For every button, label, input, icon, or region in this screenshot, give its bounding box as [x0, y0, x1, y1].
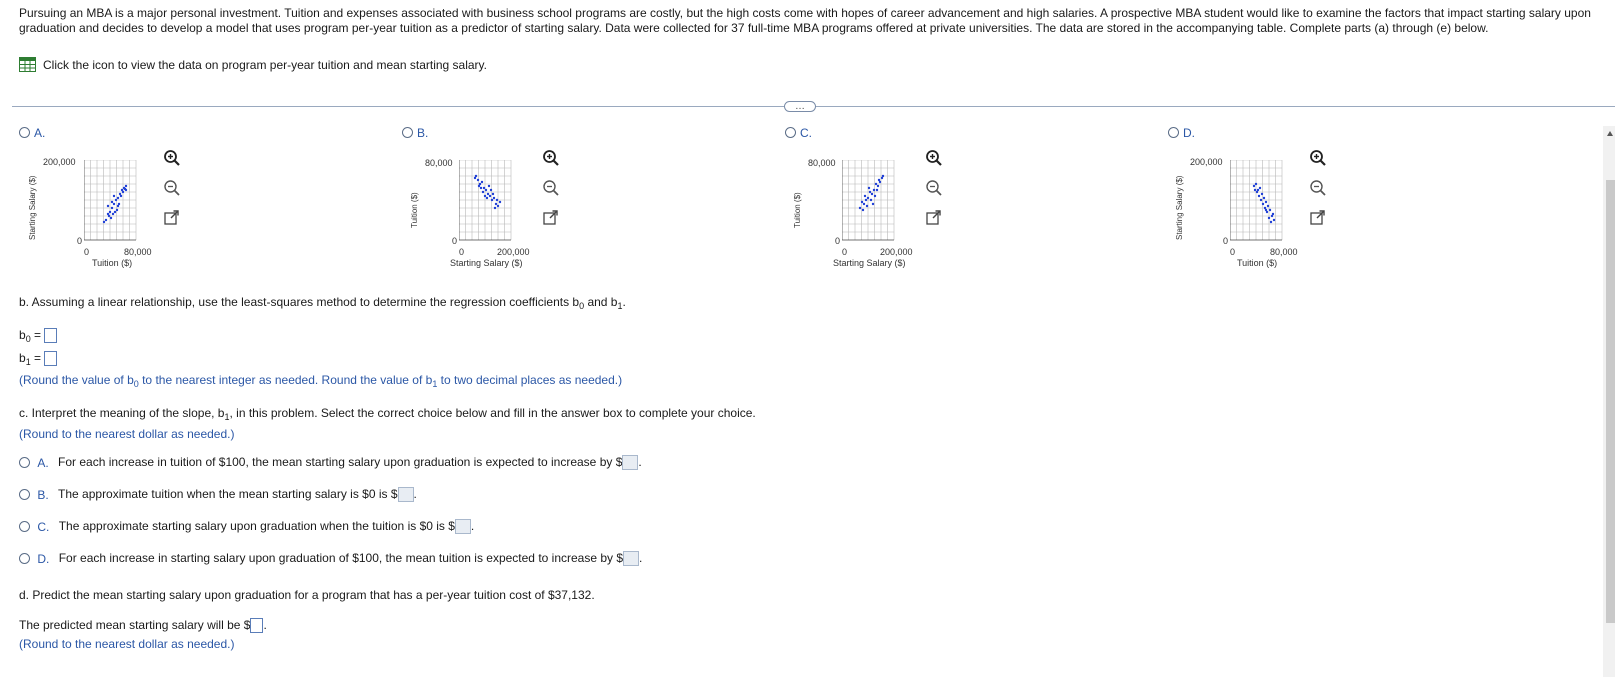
choice-c-scatterplot	[842, 160, 902, 242]
choice-d-ylabel: Starting Salary ($)	[1175, 175, 1184, 240]
radio-icon[interactable]	[19, 489, 30, 500]
option-c-letter: C.	[37, 519, 50, 534]
b0-sub: 0	[25, 334, 31, 344]
part-c-option-c[interactable]: C. The approximate starting salary upon graduation when the tuition is $0 is $ .	[19, 519, 474, 534]
scroll-up-icon[interactable]	[1607, 131, 1613, 136]
part-b-period: .	[622, 295, 626, 309]
b0-row	[19, 328, 57, 344]
option-b-text: The approximate tuition when the mean starting salary is $0 is $	[58, 487, 398, 501]
choice-d[interactable]	[1168, 125, 1195, 140]
part-c-round-note: (Round to the nearest dollar as needed.)	[19, 427, 235, 441]
choice-b-xtick-zero: 0	[459, 247, 465, 257]
radio-icon[interactable]	[402, 127, 413, 138]
choice-a[interactable]	[19, 125, 45, 140]
choice-b-xtick-max: 200,000	[497, 247, 530, 257]
choice-a-ytick-top: 200,000	[43, 157, 76, 167]
radio-icon[interactable]	[19, 521, 30, 532]
part-d-prompt: d. Predict the mean starting salary upon graduation for a program that has a per-year tuition cost of $37,132.	[19, 588, 595, 602]
part-c-sub: 1	[224, 412, 230, 422]
choice-c-ytick-top: 80,000	[808, 158, 836, 168]
option-b-input[interactable]	[398, 487, 414, 502]
zoom-in-icon[interactable]	[163, 149, 181, 167]
more-button[interactable]: …	[784, 101, 816, 112]
choice-d-xtick-zero: 0	[1230, 247, 1236, 257]
part-d-round-note: (Round to the nearest dollar as needed.)	[19, 637, 235, 651]
radio-icon[interactable]	[1168, 127, 1179, 138]
choice-c-ylabel: Tuition ($)	[793, 192, 802, 228]
radio-icon[interactable]	[19, 553, 30, 564]
data-table-link[interactable]	[19, 57, 487, 72]
table-grid-icon[interactable]	[19, 57, 36, 72]
choice-a-ytick-zero: 0	[77, 236, 83, 246]
part-b-sub0: 0	[579, 301, 585, 311]
choice-b-tools	[542, 149, 560, 227]
plot-grid	[84, 160, 136, 240]
choice-b-ytick-top: 80,000	[425, 158, 453, 168]
part-b-prompt	[19, 295, 626, 311]
data-link-text[interactable]: Click the icon to view the data on program per-year tuition and mean starting salary.	[43, 57, 487, 72]
b1-sub: 1	[25, 357, 31, 367]
part-c-option-b[interactable]: B. The approximate tuition when the mean starting salary is $0 is $ .	[19, 487, 417, 502]
option-d-input[interactable]	[623, 551, 639, 566]
scrollbar-thumb[interactable]	[1606, 180, 1615, 623]
radio-icon[interactable]	[19, 457, 30, 468]
choice-c-xlabel: Starting Salary ($)	[833, 258, 906, 268]
choice-a-scatterplot	[84, 160, 144, 242]
part-b-and: and b	[584, 295, 618, 309]
choice-c[interactable]	[785, 125, 812, 140]
choice-b-xlabel: Starting Salary ($)	[450, 258, 523, 268]
choice-b-label: B.	[417, 125, 429, 140]
option-a-text: For each increase in tuition of $100, the mean starting salary upon graduation is expected to increase by $	[58, 455, 623, 469]
option-d-letter: D.	[37, 551, 50, 566]
round-note-mid: to the nearest integer as needed. Round the value of b	[138, 373, 433, 387]
b0-input[interactable]	[44, 328, 57, 343]
choice-b-ylabel: Tuition ($)	[410, 192, 419, 228]
choice-b-ytick-zero: 0	[452, 236, 458, 246]
b0-eq: =	[30, 328, 42, 342]
option-a-input[interactable]	[622, 455, 638, 470]
part-d-answer-text: The predicted mean starting salary will be $	[19, 618, 251, 632]
choice-c-ytick-zero: 0	[835, 236, 841, 246]
option-b-letter: B.	[37, 487, 49, 502]
expand-icon[interactable]	[925, 209, 943, 227]
b0-label: b	[19, 328, 26, 342]
zoom-in-icon[interactable]	[1309, 149, 1327, 167]
part-c-prompt	[19, 406, 756, 422]
part-b-prompt-text: b. Assuming a linear relationship, use the least-squares method to determine the regression coefficients b	[19, 295, 580, 309]
option-c-input[interactable]	[455, 519, 471, 534]
choice-d-ytick-top: 200,000	[1190, 157, 1223, 167]
expand-icon[interactable]	[1309, 209, 1327, 227]
expand-icon[interactable]	[163, 209, 181, 227]
data-points	[859, 175, 884, 211]
expand-icon[interactable]	[542, 209, 560, 227]
choice-a-tools	[163, 149, 181, 227]
part-c-prompt-text: c. Interpret the meaning of the slope, b	[19, 406, 225, 420]
round-note-sub0: 0	[133, 379, 139, 389]
choice-d-scatterplot	[1230, 160, 1290, 242]
part-c-option-a[interactable]: A. For each increase in tuition of $100, the mean starting salary upon graduation is expected to increase by $ .	[19, 455, 642, 470]
radio-icon[interactable]	[19, 127, 30, 138]
zoom-in-icon[interactable]	[925, 149, 943, 167]
choice-c-tools	[925, 149, 943, 227]
part-b-round-note	[19, 373, 622, 389]
b1-label: b	[19, 351, 26, 365]
choice-a-xtick-max: 80,000	[124, 247, 152, 257]
choice-d-ytick-zero: 0	[1223, 236, 1229, 246]
choice-a-xlabel: Tuition ($)	[92, 258, 133, 268]
choice-d-tools	[1309, 149, 1327, 227]
choice-a-xtick-zero: 0	[84, 247, 90, 257]
choice-c-label: C.	[800, 125, 812, 140]
zoom-out-icon[interactable]	[163, 179, 181, 197]
choice-d-xtick-max: 80,000	[1270, 247, 1298, 257]
round-note-post: to two decimal places as needed.)	[437, 373, 623, 387]
choice-c-xtick-zero: 0	[842, 247, 848, 257]
zoom-out-icon[interactable]	[1309, 179, 1327, 197]
option-a-letter: A.	[37, 455, 49, 470]
option-d-text: For each increase in starting salary upon graduation of $100, the mean tuition is expected to increase by $	[58, 551, 624, 565]
zoom-out-icon[interactable]	[542, 179, 560, 197]
b1-eq: =	[30, 351, 42, 365]
round-note-sub1: 1	[432, 379, 438, 389]
choice-d-label: D.	[1183, 125, 1195, 140]
zoom-out-icon[interactable]	[925, 179, 943, 197]
problem-intro: Pursuing an MBA is a major personal investment. Tuition and expenses associated with business school programs are costly, but the high costs come with hopes of career advancement and high salaries. A prospective MBA student would like to examine the factors that impact starting salary upon graduation and decides to develop a model that uses program per-year tuition as a predictor of starting salary. Data were collected for 37 full-time MBA programs offered at private universities. The data are stored in the accompanying table. Complete parts (a) through (e) below.	[19, 6, 1591, 35]
part-c-option-d[interactable]: D. For each increase in starting salary upon graduation of $100, the mean tuition is expected to increase by $ .	[19, 551, 642, 566]
choice-d-xlabel: Tuition ($)	[1237, 258, 1278, 268]
round-note-pre: (Round the value of b	[19, 373, 134, 387]
radio-icon[interactable]	[785, 127, 796, 138]
part-c-prompt-post: , in this problem. Select the correct choice below and fill in the answer box to complete your choice.	[229, 406, 756, 420]
data-points	[103, 185, 127, 223]
b1-input[interactable]	[44, 351, 57, 366]
zoom-in-icon[interactable]	[542, 149, 560, 167]
predicted-salary-input[interactable]	[250, 618, 263, 633]
choice-b[interactable]	[402, 125, 428, 140]
choice-a-ylabel: Starting Salary ($)	[28, 175, 37, 240]
part-d-answer-row: The predicted mean starting salary will be $ .	[19, 618, 267, 632]
b1-row	[19, 351, 57, 367]
choice-b-scatterplot	[459, 160, 519, 242]
choice-c-xtick-max: 200,000	[880, 247, 913, 257]
choice-a-label: A.	[34, 125, 46, 140]
option-c-text: The approximate starting salary upon graduation when the tuition is $0 is $	[58, 519, 455, 533]
part-b-sub1: 1	[617, 301, 623, 311]
